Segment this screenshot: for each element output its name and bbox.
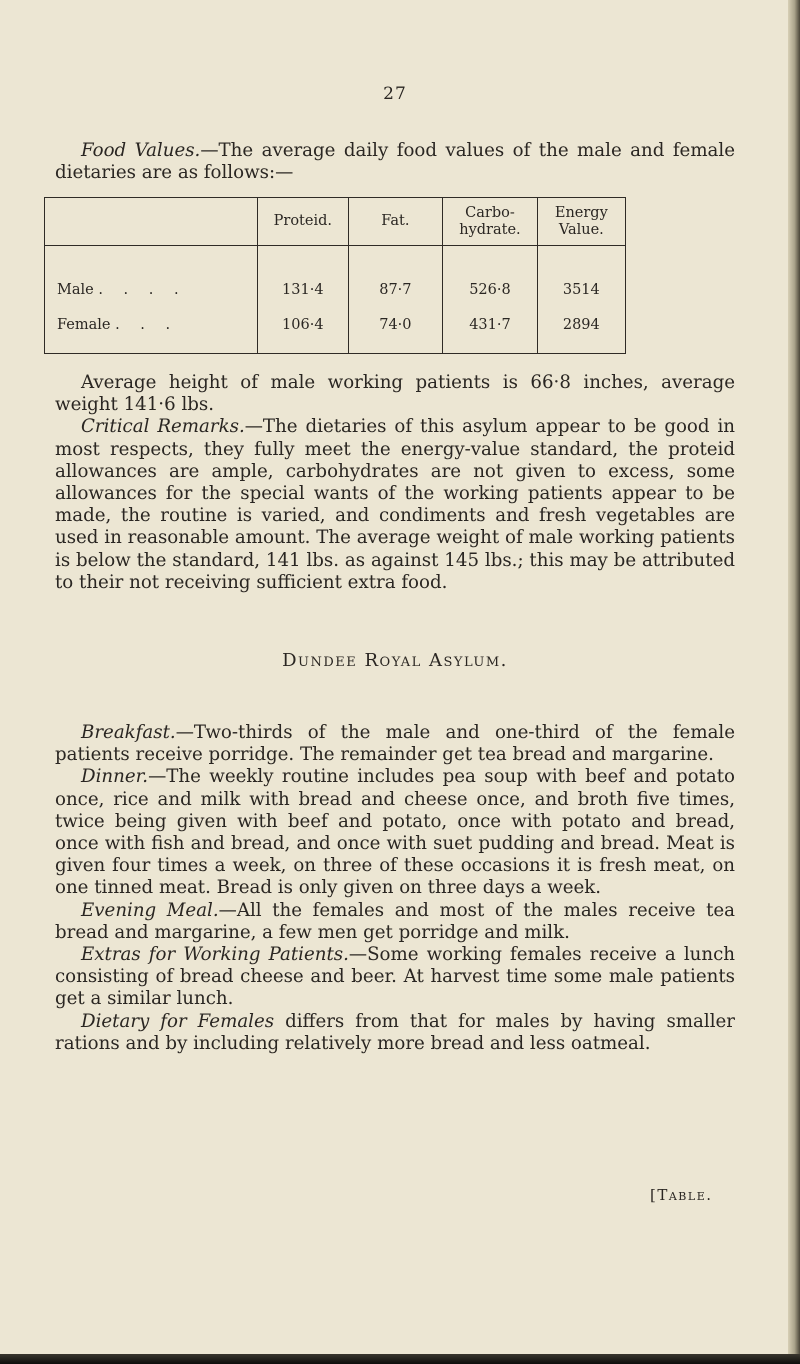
page-edge-shadow [788,0,800,1364]
page-number: 27 [383,84,407,104]
dietary-females-run-in: Dietary for Females [81,1010,275,1032]
row-label-text: Female [57,317,111,334]
extras-text: —Some working females receive a lunch consisting of bread cheese and beer. At harvest time some male patients get a similar lunch. [55,944,735,1010]
food-values-table [44,197,626,354]
evening-paragraph [55,900,735,944]
row-label-male [45,246,258,308]
remarks-block [55,372,735,594]
table-row [45,246,626,308]
cell-carbohydrate: 526·8 [443,246,537,308]
asylum-block [55,722,735,1055]
dinner-run-in: Dinner. [81,766,149,788]
critical-text: —The dietaries of this asylum appear to be good in most respects, they fully meet the energy-value standard, the proteid allowances are ample, carbohydrates are not given to excess, some allowances for the special wants of the working patients appear to be made, the routine is varied, and condiments and fresh vegetables are used in reasonable amount. The average weight of male working patients is below the standard, 141 lbs. as against 145 lbs.; this may be attributed to their not receiving sufficient extra food. [55,416,735,593]
header-carbo-line: Carbo- hydrate. [459,204,521,238]
dietary-females-text: differs from that for males by having smaller rations and by including relatively more bread and less oatmeal. [55,1010,735,1054]
cell-carbohydrate: 431·7 [443,308,537,354]
extras-paragraph [55,944,735,1011]
intro-run-in: Food Values. [81,140,201,161]
header-proteid: Proteid. [258,198,348,246]
row-leader-dots: . . . . [98,281,187,298]
header-energy-line: Energy Value. [554,204,608,238]
intro-text: —The average daily food values of the male and female dietaries are as follows:— [55,140,735,184]
row-label-female [45,308,258,354]
cell-energy: 3514 [537,246,625,308]
section-heading: Dundee Royal Asylum. [282,650,508,671]
cell-fat: 87·7 [348,246,443,308]
dietary-females-paragraph [55,1011,735,1055]
breakfast-run-in: Breakfast. [81,722,176,743]
table-row [45,308,626,354]
height-paragraph: Average height of male working patients is 66·8 inches, average weight 141·6 lbs. [55,372,735,416]
evening-text: —All the females and most of the males receive tea bread and margarine, a few men get porridge and milk. [55,899,735,943]
intro-paragraph [55,140,735,184]
header-carbohydrate [443,198,537,246]
critical-remarks-paragraph [55,416,735,594]
scan-bottom-edge [0,1354,800,1364]
cell-fat: 74·0 [348,308,443,354]
row-label-text: Male [57,281,94,298]
header-fat: Fat. [348,198,443,246]
dinner-text: —The weekly routine includes pea soup with beef and potato once, rice and milk with bread and cheese once, and broth five times, twice being given with beef and potato, once with potato and bread, once with fish and bread, and once with suet pudding and bread. Meat is given four times a week, on three of these occasions it is fresh meat, on one tinned meat. Bread is only given on three days a week. [55,766,735,899]
row-leader-dots: . . . [115,317,179,334]
cell-energy: 2894 [537,308,625,354]
evening-run-in: Evening Meal. [81,899,219,921]
cell-proteid: 131·4 [258,246,348,308]
extras-run-in: Extras for Working Patients. [81,944,349,966]
table-header-row [45,198,626,246]
critical-run-in: Critical Remarks. [81,416,245,438]
header-energy [537,198,625,246]
header-label-cell [45,198,258,246]
cell-proteid: 106·4 [258,308,348,354]
catchword: [Table. [650,1186,713,1204]
breakfast-text: —Two-thirds of the male and one-third of the female patients receive porridge. The remainder get tea bread and margarine. [55,722,735,766]
dinner-paragraph [55,766,735,899]
breakfast-paragraph [55,722,735,766]
